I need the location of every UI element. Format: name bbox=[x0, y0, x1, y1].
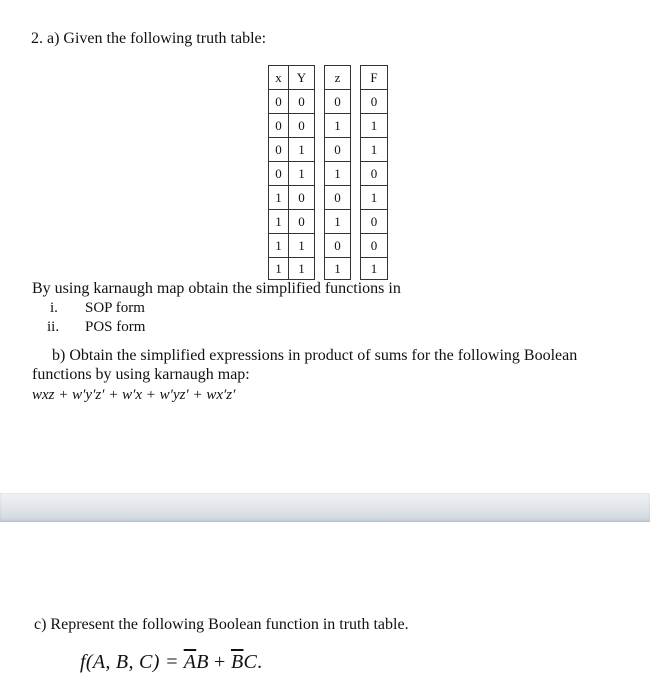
formula-term1-rest: B bbox=[196, 651, 209, 673]
column-gap bbox=[315, 114, 325, 138]
cell-y: 0 bbox=[289, 114, 315, 138]
column-gap bbox=[315, 258, 325, 280]
truth-table-header-row bbox=[269, 66, 388, 90]
cell-z: 1 bbox=[325, 162, 351, 186]
cell-y: 0 bbox=[289, 210, 315, 234]
table-row bbox=[269, 186, 388, 210]
list-item-text: SOP form bbox=[85, 300, 145, 316]
formula-lhs: f(A, B, C) = bbox=[80, 651, 184, 673]
formula-plus: + bbox=[208, 651, 231, 673]
truth-table bbox=[268, 65, 388, 280]
cell-y: 1 bbox=[289, 234, 315, 258]
cell-f: 1 bbox=[361, 114, 388, 138]
table-row bbox=[269, 114, 388, 138]
table-row bbox=[269, 162, 388, 186]
page-separator bbox=[0, 493, 650, 522]
column-gap bbox=[351, 210, 361, 234]
column-gap bbox=[351, 114, 361, 138]
cell-y: 0 bbox=[289, 90, 315, 114]
list-item-number: ii. bbox=[47, 319, 60, 335]
formula-term2-negated: $\overline{B}$ bbox=[230, 651, 244, 673]
cell-z: 1 bbox=[325, 210, 351, 234]
list-item-text: POS form bbox=[85, 319, 146, 335]
cell-x: 0 bbox=[269, 162, 289, 186]
cell-z: 0 bbox=[325, 186, 351, 210]
table-row bbox=[269, 210, 388, 234]
column-gap bbox=[351, 66, 361, 90]
header-z: z bbox=[325, 66, 351, 90]
cell-f: 1 bbox=[361, 186, 388, 210]
question-2b-line-2: functions by using karnaugh map: bbox=[32, 366, 250, 383]
kmap-instruction: By using karnaugh map obtain the simplified functions in bbox=[32, 280, 401, 297]
cell-x: 0 bbox=[269, 90, 289, 114]
cell-z: 0 bbox=[325, 234, 351, 258]
cell-z: 1 bbox=[325, 258, 351, 280]
formula-term2-rest: C bbox=[243, 651, 258, 673]
header-f: F bbox=[361, 66, 388, 90]
cell-y: 1 bbox=[289, 138, 315, 162]
formula-end: . bbox=[257, 651, 263, 673]
column-gap bbox=[351, 90, 361, 114]
column-gap bbox=[351, 258, 361, 280]
table-row bbox=[269, 234, 388, 258]
column-gap bbox=[351, 138, 361, 162]
cell-f: 0 bbox=[361, 234, 388, 258]
cell-x: 1 bbox=[269, 258, 289, 280]
cell-z: 0 bbox=[325, 90, 351, 114]
column-gap bbox=[351, 162, 361, 186]
column-gap bbox=[315, 138, 325, 162]
column-gap bbox=[315, 210, 325, 234]
question-2c-text: c) Represent the following Boolean function in truth table. bbox=[34, 616, 409, 633]
table-row bbox=[269, 138, 388, 162]
cell-y: 1 bbox=[289, 258, 315, 280]
header-x: x bbox=[269, 66, 289, 90]
cell-x: 1 bbox=[269, 210, 289, 234]
formula-term1-negated: $\overline{A}$ bbox=[183, 651, 197, 673]
table-row bbox=[269, 90, 388, 114]
cell-f: 1 bbox=[361, 138, 388, 162]
cell-x: 0 bbox=[269, 114, 289, 138]
table-row bbox=[269, 258, 388, 280]
header-y: Y bbox=[289, 66, 315, 90]
list-item-number: i. bbox=[50, 300, 58, 316]
cell-y: 1 bbox=[289, 162, 315, 186]
cell-y: 0 bbox=[289, 186, 315, 210]
column-gap bbox=[315, 90, 325, 114]
cell-x: 1 bbox=[269, 234, 289, 258]
column-gap bbox=[315, 186, 325, 210]
cell-z: 0 bbox=[325, 138, 351, 162]
question-2b-line-1: b) Obtain the simplified expressions in product of sums for the following Boolean bbox=[52, 347, 578, 364]
cell-f: 0 bbox=[361, 162, 388, 186]
cell-f: 0 bbox=[361, 90, 388, 114]
column-gap bbox=[351, 234, 361, 258]
boolean-formula bbox=[80, 653, 262, 671]
column-gap bbox=[315, 234, 325, 258]
column-gap bbox=[315, 162, 325, 186]
column-gap bbox=[315, 66, 325, 90]
cell-f: 0 bbox=[361, 210, 388, 234]
cell-z: 1 bbox=[325, 114, 351, 138]
column-gap bbox=[351, 186, 361, 210]
question-2a-heading: 2. a) Given the following truth table: bbox=[31, 30, 267, 47]
cell-f: 1 bbox=[361, 258, 388, 280]
cell-x: 0 bbox=[269, 138, 289, 162]
boolean-expression: wxz + w′y′z′ + w′x + w′yz′ + wx′z′ bbox=[32, 387, 236, 403]
cell-x: 1 bbox=[269, 186, 289, 210]
